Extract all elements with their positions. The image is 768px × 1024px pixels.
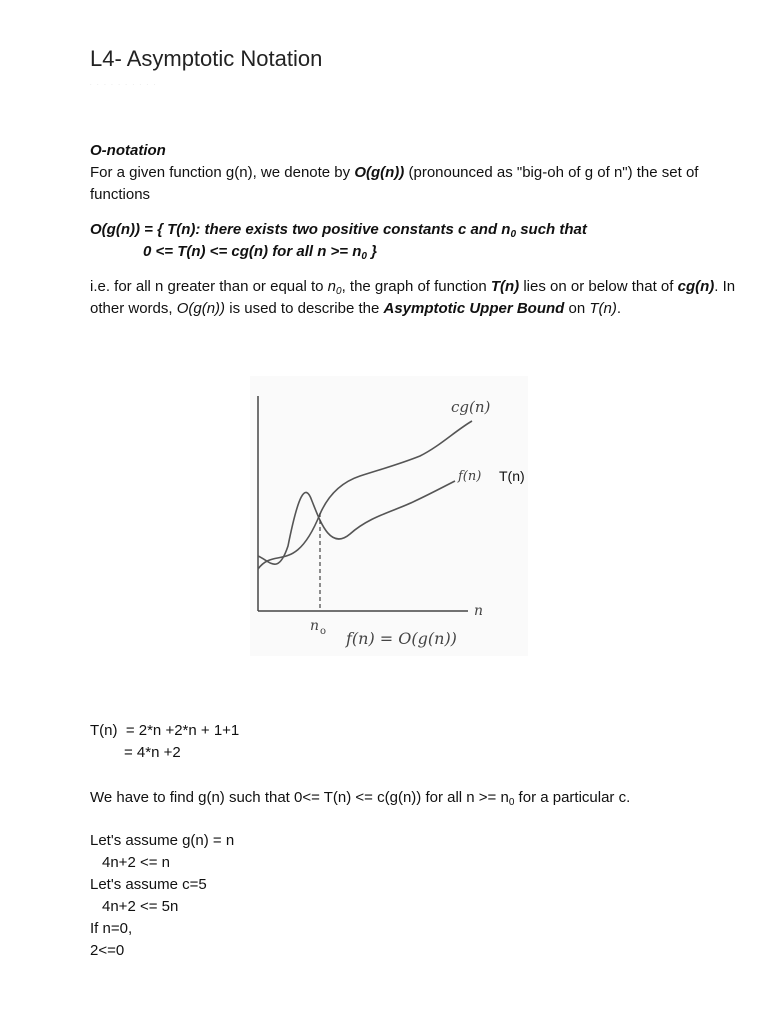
paragraph-goal bbox=[90, 787, 740, 809]
big-oh-graph bbox=[250, 376, 528, 656]
text-upper-bound: Asymptotic Upper Bound bbox=[383, 300, 565, 317]
text: For a given function g(n), we denote by bbox=[90, 164, 355, 181]
steps-list bbox=[90, 830, 740, 962]
big-oh-figure bbox=[250, 376, 528, 656]
text: O(g(n)) = { T(n): there exists two positive constants c and n bbox=[90, 221, 511, 238]
text-cgn: cg(n) bbox=[677, 278, 715, 295]
text: . In other words, bbox=[90, 278, 736, 317]
text: } bbox=[366, 243, 377, 260]
text: . bbox=[616, 300, 622, 317]
tn-annotation: T(n) bbox=[499, 468, 525, 484]
cg-label: cg(n) bbox=[451, 398, 491, 416]
definition-line-1 bbox=[90, 221, 587, 238]
page-title: L4- Asymptotic Notation bbox=[90, 46, 323, 71]
text: We have to find g(n) such that 0<= T(n) <= c(g(n)) for all n >= n bbox=[90, 789, 509, 806]
text: i.e. for all n greater than or equal to bbox=[90, 278, 328, 295]
step-line: Let's assume g(n) = n bbox=[90, 832, 235, 849]
n-axis-label: n bbox=[474, 603, 484, 619]
text: for a particular c. bbox=[514, 789, 631, 806]
cg-curve bbox=[258, 421, 472, 569]
text: such that bbox=[516, 221, 587, 238]
f-curve bbox=[258, 481, 455, 564]
subscript: 0 bbox=[336, 286, 342, 297]
figure-caption: f(n) = O(g(n)) bbox=[346, 629, 457, 648]
text: on bbox=[564, 300, 590, 317]
text: 0 <= T(n) <= cg(n) for all n >= n bbox=[143, 243, 362, 260]
subscript: 0 bbox=[510, 229, 517, 240]
text: lies on or below that of bbox=[519, 278, 678, 295]
text-ogn: O(g(n)) bbox=[176, 300, 226, 317]
paragraph-definition-intro bbox=[90, 162, 740, 206]
text: , the graph of function bbox=[341, 278, 491, 295]
step-line: 2<=0 bbox=[90, 942, 125, 959]
equation-block bbox=[90, 720, 740, 764]
text-ogn: O(g(n)) bbox=[354, 164, 405, 181]
paragraph-explanation bbox=[90, 276, 740, 320]
equation-line-1: T(n) = 2*n +2*n + 1+1 bbox=[90, 722, 240, 739]
text-tn: T(n) bbox=[490, 278, 520, 295]
faint-subtitle: · · · · · · · · · · bbox=[90, 82, 158, 88]
equation-line-2: = 4*n +2 bbox=[124, 744, 181, 761]
definition-block bbox=[90, 219, 740, 263]
text: (pronounced as "big-oh of g of n") the set of functions bbox=[90, 164, 699, 203]
section-heading: O-notation bbox=[90, 142, 166, 159]
f-label: f(n) bbox=[458, 469, 482, 484]
text-n0: n bbox=[327, 278, 336, 295]
definition-line-2 bbox=[90, 241, 740, 263]
n0-label-subscript: o bbox=[320, 626, 327, 637]
step-line: If n=0, bbox=[90, 920, 133, 937]
text-tn: T(n) bbox=[589, 300, 617, 317]
text: is used to describe the bbox=[225, 300, 384, 317]
subscript: 0 bbox=[508, 797, 515, 808]
step-line: 4n+2 <= 5n bbox=[102, 898, 179, 915]
step-line: Let's assume c=5 bbox=[90, 876, 207, 893]
n0-label: n bbox=[310, 618, 320, 634]
step-line: 4n+2 <= n bbox=[102, 854, 170, 871]
subscript: 0 bbox=[361, 251, 367, 262]
